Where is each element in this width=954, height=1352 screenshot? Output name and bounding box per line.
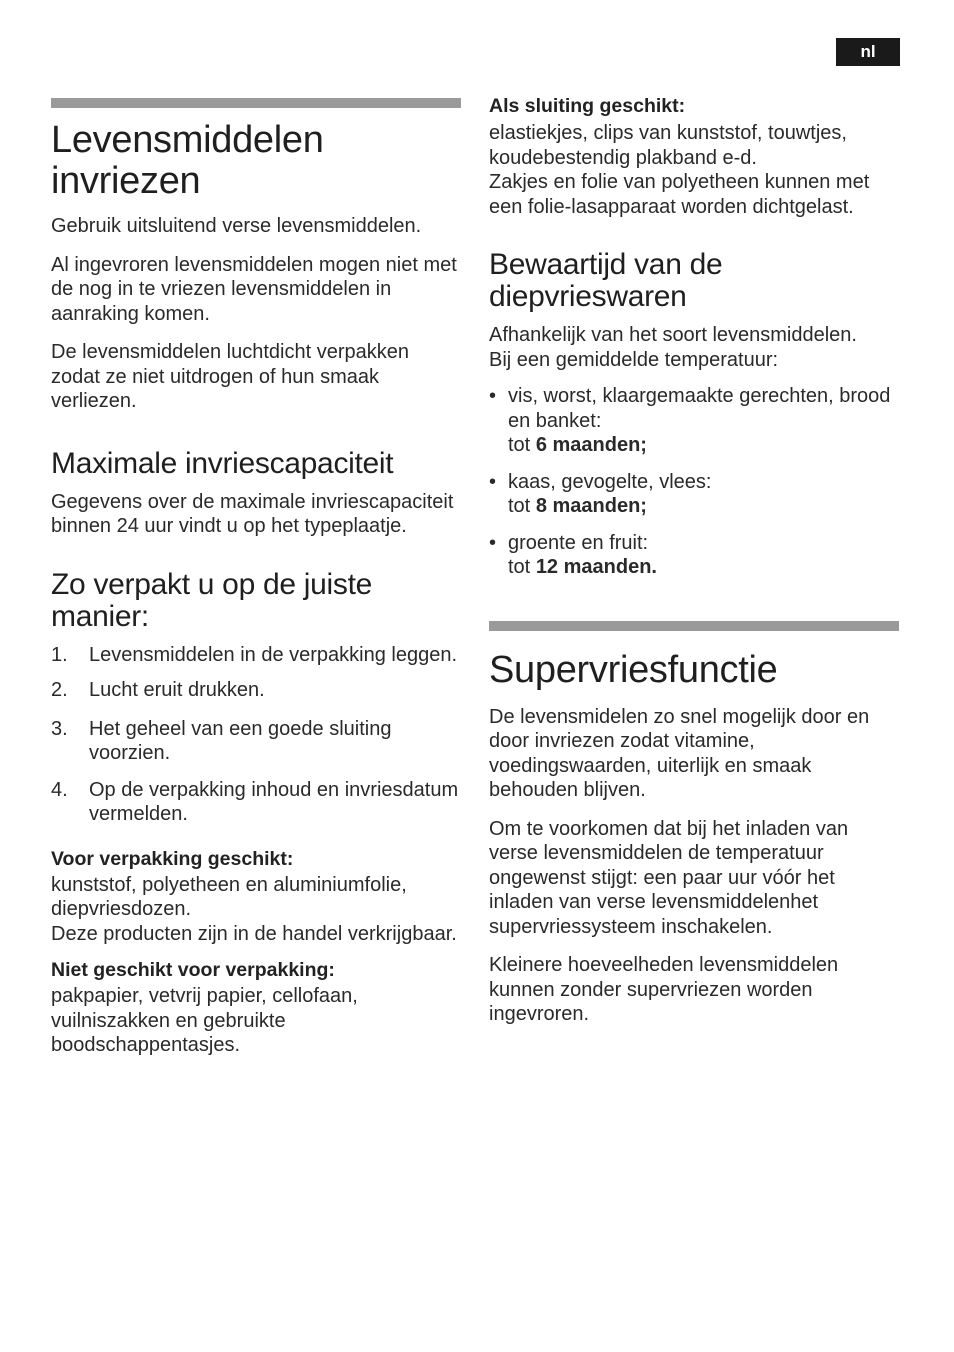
storage-item-content — [508, 384, 899, 458]
list-item — [51, 643, 461, 668]
supervries-paragraph-2: Om te voorkomen dat bij het inladen van verse levensmiddelen de temperatuur ongewenst stijgt: een paar uur vóór het inladen van verse levensmiddelenhet supervriessysteem inschakelen. — [489, 817, 849, 938]
suitable-label: Voor verpakking geschikt: — [51, 847, 294, 870]
list-item — [489, 531, 899, 580]
supervries-paragraph-3: Kleinere hoeveelheden levensmiddelen kunnen zonder supervriezen worden ingevroren. — [489, 954, 839, 1025]
storage-item-content — [508, 470, 711, 519]
left-column — [51, 0, 461, 1058]
step-number: 2. — [51, 679, 68, 701]
closure-text-1: elastiekjes, clips van kunststof, touwtjes, koudebestendig plakband e-d. — [489, 122, 847, 169]
suitable-text-2: Deze producten zijn in de handel verkrijgbaar. — [51, 922, 457, 945]
step-number: 4. — [51, 778, 68, 801]
closure-label: Als sluiting geschikt: — [489, 95, 686, 117]
step-text: Het geheel van een goede sluiting voorzien. — [89, 717, 392, 764]
list-item — [489, 384, 899, 458]
storage-item-prefix: tot — [508, 434, 531, 456]
list-item — [489, 470, 899, 519]
bullet-icon: • — [489, 470, 497, 493]
section-rule — [489, 621, 899, 631]
step-text: Lucht eruit drukken. — [89, 679, 265, 701]
capacity-text: Gegevens over de maximale invriescapaciteit binnen 24 uur vindt u op het typeplaatje. — [51, 490, 454, 537]
suitable-text-1: kunststof, polyetheen en aluminiumfolie, diepvriesdozen. — [51, 873, 407, 920]
packing-heading — [51, 569, 461, 633]
storage-intro-1: Afhankelijk van het soort levensmiddelen. — [489, 324, 857, 346]
packing-steps — [51, 643, 461, 827]
storage-item-duration: 12 maanden. — [535, 556, 657, 578]
packing-heading-line2: manier: — [51, 599, 149, 633]
main-title — [51, 120, 461, 202]
bullet-icon: • — [489, 385, 497, 407]
storage-item-duration: 6 maanden; — [535, 434, 647, 456]
main-title-line1: Levensmiddelen — [51, 119, 324, 161]
not-suitable-label: Niet geschikt voor verpakking: — [51, 959, 335, 981]
storage-heading — [489, 249, 899, 313]
step-number: 3. — [51, 717, 68, 740]
capacity-heading: Maximale invriescapaciteit — [51, 446, 394, 480]
intro-paragraph-3: De levensmiddelen luchtdicht verpakken zodat ze niet uitdrogen of hun smaak verliezen. — [51, 341, 409, 412]
not-suitable-text: pakpapier, vetvrij papier, cellofaan, vuilniszakken en gebruikte boodschappentasjes. — [51, 985, 358, 1056]
storage-heading-line1: Bewaartijd van de — [489, 248, 723, 281]
packing-heading-line1: Zo verpakt u op de juiste — [51, 567, 373, 601]
storage-item-text: vis, worst, klaargemaakte gerechten, brood en banket: — [508, 385, 891, 432]
main-title-line2: invriezen — [51, 160, 201, 202]
section-rule — [51, 98, 461, 108]
storage-list — [489, 384, 899, 580]
language-badge: nl — [836, 38, 900, 66]
list-item — [51, 778, 461, 827]
intro-paragraph-1: Gebruik uitsluitend verse levensmiddelen. — [51, 215, 422, 237]
bullet-icon: • — [489, 531, 497, 554]
list-item — [51, 678, 461, 703]
right-column — [489, 0, 899, 1027]
supervries-title: Supervriesfunctie — [489, 648, 778, 691]
step-text: Op de verpakking inhoud en invriesdatum vermelden. — [89, 778, 459, 825]
closure-text-2: Zakjes en folie van polyetheen kunnen met een folie-lasapparaat worden dichtgelast. — [489, 171, 870, 218]
storage-heading-line2: diepvrieswaren — [489, 280, 687, 313]
storage-item-text: kaas, gevogelte, vlees: — [508, 470, 712, 493]
storage-item-prefix: tot — [508, 495, 531, 517]
storage-item-text: groente en fruit: — [508, 531, 649, 554]
storage-item-prefix: tot — [508, 556, 531, 578]
step-text: Levensmiddelen in de verpakking leggen. — [89, 643, 458, 666]
step-number: 1. — [51, 643, 68, 666]
supervries-paragraph-1: De levensmidelen zo snel mogelijk door en door invriezen zodat vitamine, voedingswaarden, uiterlijk en smaak behouden blijven. — [489, 705, 870, 801]
intro-paragraph-2: Al ingevroren levensmiddelen mogen niet met de nog in te vriezen levensmiddelen in aanraking komen. — [51, 253, 457, 325]
storage-item-duration: 8 maanden; — [535, 495, 647, 517]
list-item — [51, 717, 461, 766]
storage-item-content — [508, 531, 657, 580]
storage-intro-2: Bij een gemiddelde temperatuur: — [489, 348, 779, 371]
